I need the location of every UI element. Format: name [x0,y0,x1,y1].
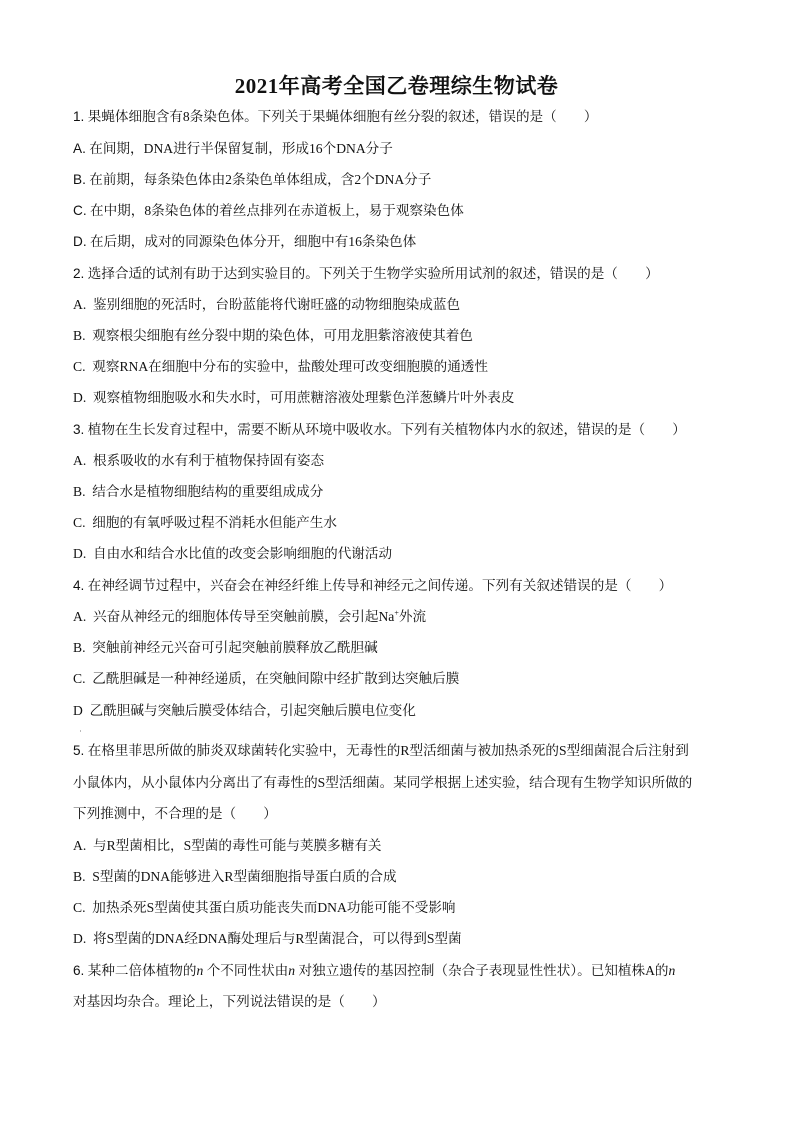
option-text: 与R型菌相比，S型菌的毒性可能与荚膜多糖有关 [93,838,382,853]
question-1-stem [73,108,598,126]
option-label: A. [73,838,87,853]
question-4-option-c [73,670,459,688]
option-text: 在间期，DNA进行半保留复制，形成16个DNA分子 [89,141,393,156]
question-text: 某种二倍体植物的 [87,963,197,978]
question-2-stem [73,265,659,283]
question-number: 5. [73,743,85,758]
option-text: 将S型菌的DNA经DNA酶处理后与R型菌混合，可以得到S型菌 [93,931,462,946]
question-1-option-b [73,171,431,189]
option-text: 观察RNA在细胞中分布的实验中，盐酸处理可改变细胞膜的通透性 [92,359,488,374]
question-5-stem-line-2 [73,774,692,792]
question-text: 在神经调节过程中，兴奋会在神经纤维上传导和神经元之间传递。下列有关叙述错误的是（ ） [87,578,673,593]
question-number: 4. [73,578,85,593]
question-3-option-b [73,483,323,501]
option-text: 在中期，8条染色体的着丝点排列在赤道板上，易于观察染色体 [90,203,464,218]
option-text: 细胞的有氧呼吸过程不消耗水但能产生水 [92,515,337,530]
option-text: 突触前神经元兴奋可引起突触前膜释放乙酰胆碱 [92,640,378,655]
question-6-stem-line-1 [73,962,675,980]
question-5-stem-line-3 [73,805,277,823]
question-5-option-d [73,930,462,948]
question-text: 在格里菲思所做的肺炎双球菌转化实验中，无毒性的R型活细菌与被加热杀死的S型细菌混合后注射到 [87,743,689,758]
question-text: 下列推测中，不合理的是（ ） [73,806,277,821]
question-5-option-a [73,837,382,855]
option-label: C. [73,671,86,686]
question-4-option-a [73,608,426,626]
variable-n: n [668,963,676,978]
option-text-suffix: 外流 [398,609,427,624]
option-label: A. [73,141,86,156]
option-text: 在前期，每条染色体由2条染色单体组成，含2个DNA分子 [89,172,432,187]
option-label: B. [73,172,86,187]
question-3-option-c [73,514,337,532]
question-6-stem-line-2 [73,993,386,1011]
option-label: C. [73,359,86,374]
question-2-option-a [73,296,460,314]
question-number: 1. [73,109,85,124]
option-label: D [73,703,83,718]
question-text: 小鼠体内，从小鼠体内分离出了有毒性的S型活细菌。某同学根据上述实验，结合现有生物学知识所做的 [73,775,693,790]
option-text: 根系吸收的水有利于植物保持固有姿态 [93,453,325,468]
option-label: D. [73,234,87,249]
question-text: 果蝇体细胞含有8条染色体。下列关于果蝇体细胞有丝分裂的叙述，错误的是（ ） [87,109,598,124]
question-3-option-a [73,452,324,470]
question-text: 对基因均杂合。理论上，下列说法错误的是（ ） [73,994,386,1009]
option-label: D. [73,390,87,405]
variable-n: n [288,963,296,978]
question-5-option-b [73,868,397,886]
variable-n: n [196,963,204,978]
option-text: 加热杀死S型菌使其蛋白质功能丧失而DNA功能可能不受影响 [92,900,456,915]
stray-mark [80,730,81,732]
option-text: 兴奋从神经元的细胞体传导至突触前膜，会引起Na [93,609,395,624]
question-number: 2. [73,266,85,281]
option-text: 鉴别细胞的死活时，台盼蓝能将代谢旺盛的动物细胞染成蓝色 [93,297,461,312]
question-4-option-d [73,702,416,720]
question-3-option-d [73,545,392,563]
question-1-option-a [73,140,393,158]
question-number: 3. [73,422,85,437]
option-label: D. [73,546,87,561]
option-label: B. [73,869,86,884]
question-1-option-d [73,233,416,251]
option-label: B. [73,640,86,655]
option-text: 在后期，成对的同源染色体分开，细胞中有16条染色体 [90,234,417,249]
option-label: C. [73,515,86,530]
question-4-stem [73,577,672,595]
question-5-option-c [73,899,456,917]
option-text: 结合水是植物细胞结构的重要组成成分 [92,484,324,499]
option-text: 乙酰胆碱与突触后膜受体结合，引起突触后膜电位变化 [89,703,416,718]
option-label: C. [73,900,86,915]
option-text: 观察植物细胞吸水和失水时，可用蔗糖溶液处理紫色洋葱鳞片叶外表皮 [93,390,515,405]
option-label: A. [73,609,87,624]
option-text: 自由水和结合水比值的改变会影响细胞的代谢活动 [93,546,393,561]
option-label: D. [73,931,87,946]
option-label: A. [73,297,87,312]
question-text: 植物在生长发育过程中，需要不断从环境中吸收水。下列有关植物体内水的叙述，错误的是（ ） [87,422,686,437]
question-3-stem [73,421,686,439]
option-label: C. [73,203,87,218]
option-label: B. [73,328,86,343]
option-text: S型菌的DNA能够进入R型菌细胞指导蛋白质的合成 [92,869,397,884]
question-5-stem-line-1 [73,742,689,760]
question-number: 6. [73,963,85,978]
question-text: 对独立遗传的基因控制（杂合子表现显性性状）。已知植株A的 [298,963,669,978]
question-2-option-d [73,389,514,407]
question-1-option-c [73,202,464,220]
page-title: 2021年高考全国乙卷理综生物试卷 [234,74,559,98]
option-label: A. [73,453,87,468]
question-text: 选择合适的试剂有助于达到实验目的。下列关于生物学实验所用试剂的叙述，错误的是（ ） [87,266,659,281]
question-2-option-c [73,358,488,376]
question-2-option-b [73,327,473,345]
option-label: B. [73,484,86,499]
option-text: 乙酰胆碱是一种神经递质，在突触间隙中经扩散到达突触后膜 [92,671,460,686]
option-text: 观察根尖细胞有丝分裂中期的染色体，可用龙胆紫溶液使其着色 [92,328,473,343]
question-text: 个不同性状由 [206,963,289,978]
question-4-option-b [73,639,378,657]
superscript-plus: + [394,608,399,618]
